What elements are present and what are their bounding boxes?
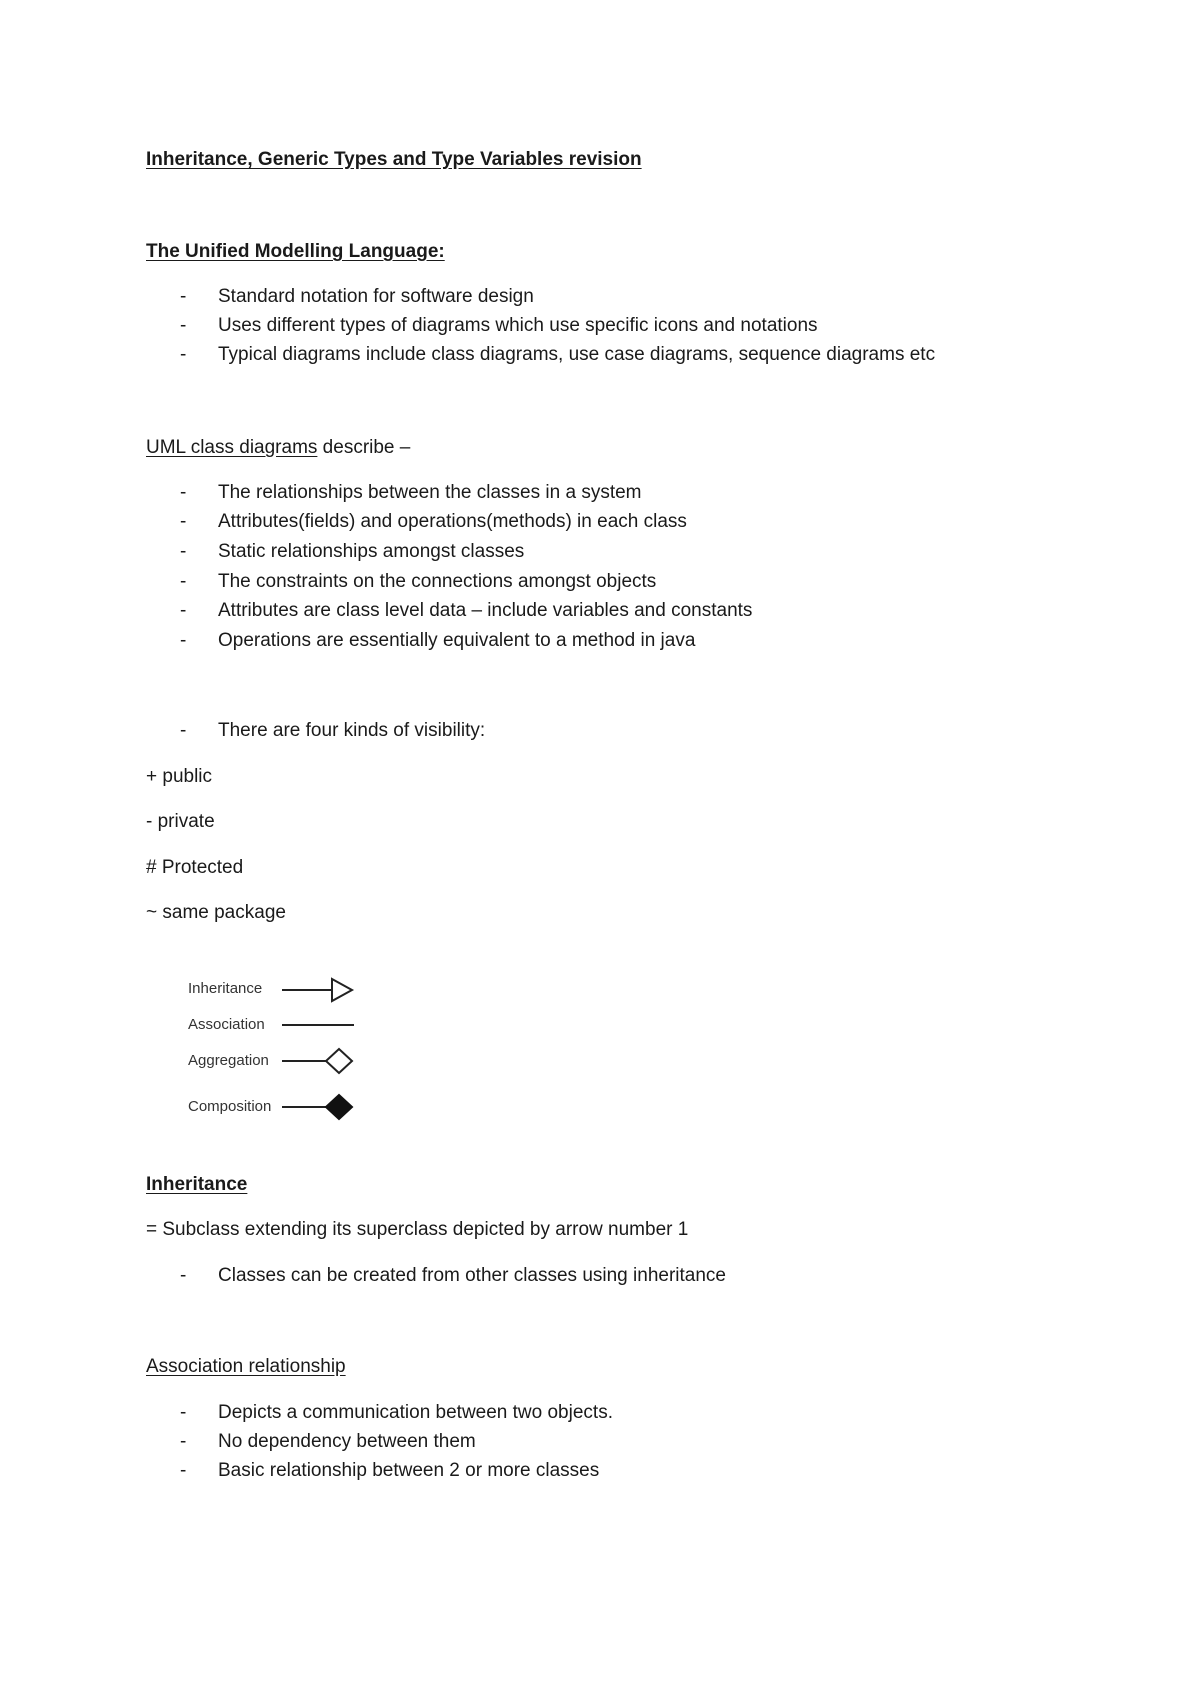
visibility-private: - private [146, 811, 215, 832]
bullet-dash: - [180, 1460, 187, 1481]
legend-label-association: Association [188, 1016, 265, 1033]
list-item-text: Attributes(fields) and operations(methods) in each class [218, 511, 687, 532]
list-item-text: Uses different types of diagrams which use specific icons and notations [218, 315, 818, 336]
list-item [180, 483, 642, 502]
legend-label-aggregation: Aggregation [188, 1052, 269, 1069]
list-item-text: Attributes are class level data – include variables and constants [218, 600, 753, 621]
inheritance-arrow-icon [280, 976, 360, 1006]
bullet-dash: - [180, 1402, 187, 1423]
inheritance-heading: Inheritance [146, 1174, 248, 1195]
list-item-text: No dependency between them [218, 1431, 476, 1452]
class-diagrams-link: UML class diagrams [146, 437, 318, 458]
list-item-text: Standard notation for software design [218, 286, 534, 307]
list-item-text: There are four kinds of visibility: [218, 720, 486, 741]
composition-diamond-icon [280, 1091, 360, 1123]
bullet-dash: - [180, 600, 187, 621]
document-title: Inheritance, Generic Types and Type Variables revision [146, 149, 642, 170]
bullet-dash: - [180, 630, 187, 651]
association-heading: Association relationship [146, 1356, 346, 1377]
bullet-dash: - [180, 720, 187, 741]
bullet-dash: - [180, 541, 187, 562]
list-item [180, 287, 534, 306]
list-item-text: Operations are essentially equivalent to a method in java [218, 630, 696, 651]
list-item-text: Depicts a communication between two objects. [218, 1402, 613, 1423]
class-diagrams-heading [146, 438, 410, 457]
list-item-text: Classes can be created from other classes using inheritance [218, 1265, 726, 1286]
bullet-dash: - [180, 344, 187, 365]
legend-label-inheritance: Inheritance [188, 980, 263, 997]
list-item [180, 1461, 599, 1480]
class-diagrams-heading-rest: describe – [317, 437, 411, 458]
list-item [180, 572, 656, 591]
list-item-text: Static relationships amongst classes [218, 541, 525, 562]
bullet-dash: - [180, 315, 187, 336]
bullet-dash: - [180, 482, 187, 503]
bullet-dash: - [180, 1431, 187, 1452]
list-item [180, 721, 485, 740]
visibility-public: + public [146, 766, 213, 787]
list-item [180, 1403, 613, 1422]
bullet-dash: - [180, 571, 187, 592]
relationship-legend [184, 968, 384, 1138]
list-item [180, 601, 752, 620]
list-item [180, 542, 524, 561]
bullet-dash: - [180, 511, 187, 532]
inheritance-definition: = Subclass extending its superclass depicted by arrow number 1 [146, 1219, 689, 1240]
visibility-package: ~ same package [146, 902, 286, 923]
list-item [180, 631, 695, 650]
visibility-protected: # Protected [146, 857, 244, 878]
list-item-text: Basic relationship between 2 or more classes [218, 1460, 600, 1481]
list-item [180, 1266, 726, 1285]
list-item [180, 1432, 476, 1451]
list-item [180, 316, 818, 335]
list-item [180, 512, 687, 531]
uml-heading: The Unified Modelling Language: [146, 241, 445, 262]
list-item-text: The constraints on the connections amongst objects [218, 571, 657, 592]
list-item [180, 345, 935, 364]
legend-label-composition: Composition [188, 1098, 272, 1115]
bullet-dash: - [180, 286, 187, 307]
bullet-dash: - [180, 1265, 187, 1286]
list-item-text: The relationships between the classes in a system [218, 482, 642, 503]
association-line-icon [280, 1015, 360, 1035]
list-item-text: Typical diagrams include class diagrams, use case diagrams, sequence diagrams etc [218, 344, 936, 365]
aggregation-diamond-icon [280, 1045, 360, 1077]
